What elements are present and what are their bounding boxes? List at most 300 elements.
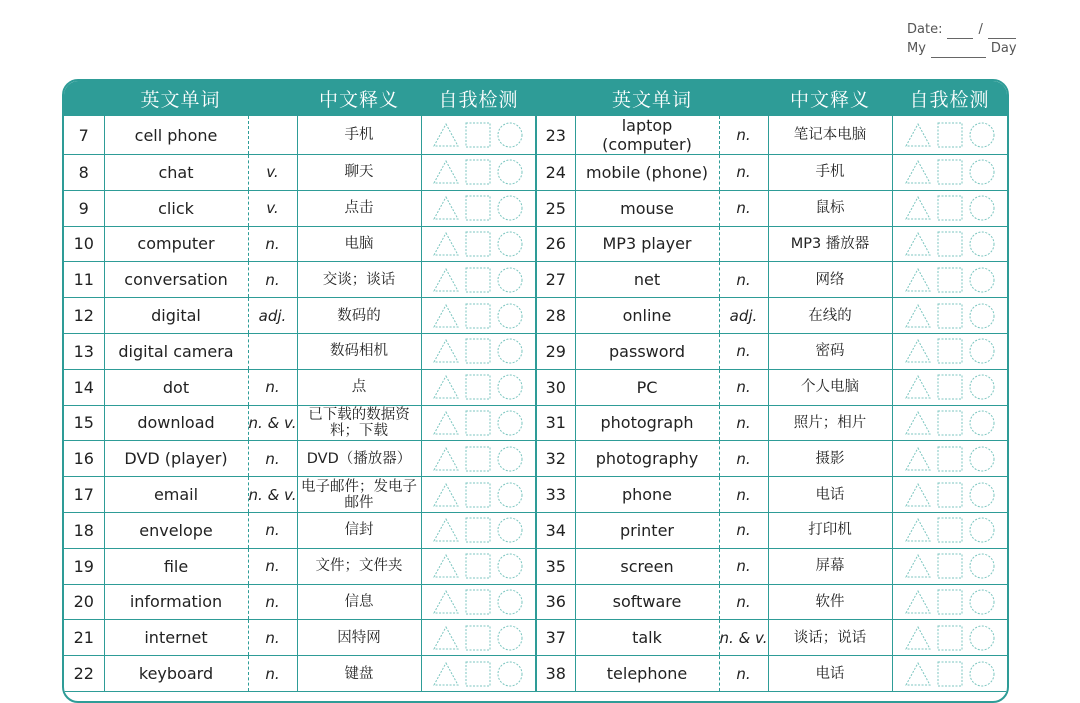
english-word: chat	[104, 155, 248, 191]
part-of-speech: n.	[248, 584, 297, 620]
english-word: password	[575, 333, 719, 369]
english-word: digital camera	[104, 333, 248, 369]
square-icon[interactable]	[464, 266, 492, 294]
triangle-icon[interactable]	[432, 588, 460, 616]
part-of-speech: v.	[248, 190, 297, 226]
self-check-shapes	[422, 549, 536, 584]
self-check-shapes	[893, 370, 1008, 405]
table-row	[64, 369, 1007, 405]
circle-icon[interactable]	[968, 588, 996, 616]
date-month-blank[interactable]	[947, 26, 973, 39]
circle-icon[interactable]	[968, 121, 996, 149]
self-check-cell	[421, 190, 536, 226]
circle-icon[interactable]	[496, 158, 524, 186]
circle-icon[interactable]	[496, 194, 524, 222]
part-of-speech: n.	[248, 512, 297, 548]
part-of-speech: n.	[719, 656, 768, 692]
item-number: 19	[64, 548, 104, 584]
self-check-shapes	[893, 262, 1008, 297]
item-number: 27	[536, 262, 575, 298]
triangle-icon[interactable]	[432, 121, 460, 149]
circle-icon[interactable]	[968, 624, 996, 652]
english-word: laptop (computer)	[575, 116, 719, 155]
triangle-icon[interactable]	[432, 337, 460, 365]
date-block	[907, 20, 1017, 58]
self-check-shapes	[422, 656, 536, 691]
square-icon[interactable]	[936, 230, 964, 258]
self-check-shapes	[893, 477, 1008, 512]
square-icon[interactable]	[464, 337, 492, 365]
header-english-left: 英文单词	[64, 81, 297, 116]
self-check-shapes	[422, 441, 536, 476]
part-of-speech: n.	[719, 262, 768, 298]
triangle-icon[interactable]	[432, 445, 460, 473]
chinese-meaning: MP3 播放器	[768, 226, 892, 262]
self-check-shapes	[893, 191, 1008, 226]
item-number: 22	[64, 656, 104, 692]
triangle-icon[interactable]	[432, 409, 460, 437]
square-icon[interactable]	[936, 624, 964, 652]
english-word: photograph	[575, 405, 719, 441]
english-word: file	[104, 548, 248, 584]
self-check-cell	[892, 190, 1007, 226]
self-check-cell	[421, 512, 536, 548]
table-row	[64, 190, 1007, 226]
self-check-shapes	[893, 227, 1008, 262]
item-number: 30	[536, 369, 575, 405]
square-icon[interactable]	[464, 552, 492, 580]
self-check-shapes	[893, 334, 1008, 369]
square-icon[interactable]	[464, 302, 492, 330]
english-word: envelope	[104, 512, 248, 548]
chinese-meaning: 电话	[768, 477, 892, 513]
self-check-cell	[892, 333, 1007, 369]
item-number: 21	[64, 620, 104, 656]
item-number: 14	[64, 369, 104, 405]
self-check-cell	[892, 548, 1007, 584]
circle-icon[interactable]	[968, 552, 996, 580]
part-of-speech: n.	[719, 512, 768, 548]
self-check-cell	[892, 369, 1007, 405]
square-icon[interactable]	[936, 445, 964, 473]
part-of-speech: n.	[248, 441, 297, 477]
item-number: 9	[64, 190, 104, 226]
circle-icon[interactable]	[968, 445, 996, 473]
triangle-icon[interactable]	[432, 552, 460, 580]
square-icon[interactable]	[464, 121, 492, 149]
self-check-cell	[421, 262, 536, 298]
part-of-speech: n.	[719, 548, 768, 584]
english-word: keyboard	[104, 656, 248, 692]
header-selfcheck-left: 自我检测	[421, 81, 536, 116]
triangle-icon[interactable]	[904, 266, 932, 294]
part-of-speech: n.	[248, 262, 297, 298]
square-icon[interactable]	[936, 373, 964, 401]
circle-icon[interactable]	[496, 230, 524, 258]
chinese-meaning: 密码	[768, 333, 892, 369]
circle-icon[interactable]	[968, 230, 996, 258]
self-check-shapes	[422, 298, 536, 333]
chinese-meaning: 数码相机	[297, 333, 421, 369]
chinese-meaning: 网络	[768, 262, 892, 298]
triangle-icon[interactable]	[432, 158, 460, 186]
english-word: software	[575, 584, 719, 620]
english-word: DVD (player)	[104, 441, 248, 477]
triangle-icon[interactable]	[432, 373, 460, 401]
square-icon[interactable]	[464, 158, 492, 186]
square-icon[interactable]	[936, 337, 964, 365]
table-row	[64, 656, 1007, 692]
self-check-shapes	[893, 585, 1008, 620]
part-of-speech: n.	[719, 116, 768, 155]
item-number: 8	[64, 155, 104, 191]
item-number: 7	[64, 116, 104, 155]
part-of-speech: adj.	[719, 298, 768, 334]
square-icon[interactable]	[936, 552, 964, 580]
table-row	[64, 262, 1007, 298]
english-word: MP3 player	[575, 226, 719, 262]
self-check-cell	[421, 155, 536, 191]
triangle-icon[interactable]	[904, 302, 932, 330]
triangle-icon[interactable]	[904, 552, 932, 580]
square-icon[interactable]	[936, 588, 964, 616]
english-word: download	[104, 405, 248, 441]
self-check-shapes	[893, 406, 1008, 441]
self-check-shapes	[893, 298, 1008, 333]
circle-icon[interactable]	[496, 588, 524, 616]
table-row	[64, 298, 1007, 334]
part-of-speech: n.	[719, 477, 768, 513]
circle-icon[interactable]	[496, 121, 524, 149]
square-icon[interactable]	[936, 516, 964, 544]
item-number: 26	[536, 226, 575, 262]
item-number: 10	[64, 226, 104, 262]
circle-icon[interactable]	[968, 266, 996, 294]
date-label: Date:	[907, 22, 943, 37]
part-of-speech	[719, 226, 768, 262]
english-word: dot	[104, 369, 248, 405]
item-number: 37	[536, 620, 575, 656]
circle-icon[interactable]	[496, 373, 524, 401]
header-selfcheck-right: 自我检测	[892, 81, 1007, 116]
part-of-speech: n.	[248, 620, 297, 656]
english-word: mouse	[575, 190, 719, 226]
chinese-meaning: 谈话；说话	[768, 620, 892, 656]
english-word: mobile (phone)	[575, 155, 719, 191]
table-row	[64, 512, 1007, 548]
english-word: PC	[575, 369, 719, 405]
chinese-meaning: 文件；文件夹	[297, 548, 421, 584]
item-number: 12	[64, 298, 104, 334]
part-of-speech: n.	[719, 584, 768, 620]
item-number: 24	[536, 155, 575, 191]
self-check-shapes	[422, 262, 536, 297]
triangle-icon[interactable]	[432, 266, 460, 294]
circle-icon[interactable]	[496, 481, 524, 509]
circle-icon[interactable]	[968, 337, 996, 365]
self-check-shapes	[422, 334, 536, 369]
date-line	[907, 20, 1017, 39]
square-icon[interactable]	[464, 194, 492, 222]
triangle-icon[interactable]	[904, 158, 932, 186]
self-check-cell	[892, 155, 1007, 191]
circle-icon[interactable]	[496, 266, 524, 294]
english-word: talk	[575, 620, 719, 656]
part-of-speech: n.	[719, 441, 768, 477]
circle-icon[interactable]	[968, 516, 996, 544]
chinese-meaning: 软件	[768, 584, 892, 620]
self-check-shapes	[422, 513, 536, 548]
triangle-icon[interactable]	[432, 230, 460, 258]
self-check-shapes	[893, 513, 1008, 548]
date-day-blank[interactable]	[988, 26, 1016, 39]
circle-icon[interactable]	[968, 373, 996, 401]
triangle-icon[interactable]	[904, 624, 932, 652]
square-icon[interactable]	[936, 660, 964, 688]
self-check-shapes	[893, 620, 1008, 655]
item-number: 25	[536, 190, 575, 226]
self-check-shapes	[422, 620, 536, 655]
triangle-icon[interactable]	[904, 445, 932, 473]
chinese-meaning: 键盘	[297, 656, 421, 692]
item-number: 31	[536, 405, 575, 441]
table-row	[64, 155, 1007, 191]
chinese-meaning: 在线的	[768, 298, 892, 334]
item-number: 20	[64, 584, 104, 620]
triangle-icon[interactable]	[904, 409, 932, 437]
self-check-shapes	[893, 441, 1008, 476]
circle-icon[interactable]	[968, 302, 996, 330]
table-row	[64, 405, 1007, 441]
triangle-icon[interactable]	[904, 588, 932, 616]
header-chinese-right: 中文释义	[768, 81, 892, 116]
chinese-meaning: 个人电脑	[768, 369, 892, 405]
item-number: 34	[536, 512, 575, 548]
square-icon[interactable]	[936, 121, 964, 149]
table-row	[64, 333, 1007, 369]
header-english-right: 英文单词	[536, 81, 768, 116]
chinese-meaning: 手机	[297, 116, 421, 155]
self-check-shapes	[893, 155, 1008, 190]
table-row	[64, 441, 1007, 477]
self-check-cell	[892, 512, 1007, 548]
vocabulary-panel	[62, 79, 1009, 703]
triangle-icon[interactable]	[904, 660, 932, 688]
part-of-speech: n. & v.	[248, 477, 297, 513]
circle-icon[interactable]	[968, 660, 996, 688]
triangle-icon[interactable]	[904, 121, 932, 149]
chinese-meaning: 聊天	[297, 155, 421, 191]
part-of-speech: n.	[719, 405, 768, 441]
self-check-cell	[892, 226, 1007, 262]
chinese-meaning: 交谈；谈话	[297, 262, 421, 298]
square-icon[interactable]	[936, 158, 964, 186]
chinese-meaning: 点	[297, 369, 421, 405]
chinese-meaning: 摄影	[768, 441, 892, 477]
self-check-cell	[421, 333, 536, 369]
item-number: 35	[536, 548, 575, 584]
item-number: 38	[536, 656, 575, 692]
self-check-cell	[421, 548, 536, 584]
circle-icon[interactable]	[496, 409, 524, 437]
chinese-meaning: 手机	[768, 155, 892, 191]
table-row	[64, 548, 1007, 584]
circle-icon[interactable]	[968, 158, 996, 186]
part-of-speech: n.	[719, 155, 768, 191]
circle-icon[interactable]	[496, 516, 524, 544]
chinese-meaning: 电脑	[297, 226, 421, 262]
english-word: screen	[575, 548, 719, 584]
item-number: 13	[64, 333, 104, 369]
english-word: phone	[575, 477, 719, 513]
self-check-cell	[892, 620, 1007, 656]
square-icon[interactable]	[464, 588, 492, 616]
chinese-meaning: 已下载的数据资料；下载	[297, 405, 421, 441]
english-word: information	[104, 584, 248, 620]
part-of-speech: n.	[248, 548, 297, 584]
self-check-cell	[892, 584, 1007, 620]
triangle-icon[interactable]	[904, 481, 932, 509]
chinese-meaning: DVD（播放器）	[297, 441, 421, 477]
self-check-cell	[421, 656, 536, 692]
square-icon[interactable]	[936, 266, 964, 294]
chinese-meaning: 打印机	[768, 512, 892, 548]
item-number: 29	[536, 333, 575, 369]
part-of-speech: n.	[719, 333, 768, 369]
triangle-icon[interactable]	[904, 373, 932, 401]
english-word: computer	[104, 226, 248, 262]
item-number: 32	[536, 441, 575, 477]
square-icon[interactable]	[464, 624, 492, 652]
part-of-speech: n.	[248, 226, 297, 262]
self-check-shapes	[422, 191, 536, 226]
square-icon[interactable]	[936, 481, 964, 509]
part-of-speech	[248, 333, 297, 369]
triangle-icon[interactable]	[904, 194, 932, 222]
item-number: 11	[64, 262, 104, 298]
circle-icon[interactable]	[968, 481, 996, 509]
circle-icon[interactable]	[496, 302, 524, 330]
item-number: 17	[64, 477, 104, 513]
english-word: email	[104, 477, 248, 513]
triangle-icon[interactable]	[904, 337, 932, 365]
english-word: digital	[104, 298, 248, 334]
self-check-shapes	[422, 116, 536, 154]
chinese-meaning: 因特网	[297, 620, 421, 656]
chinese-meaning: 笔记本电脑	[768, 116, 892, 155]
triangle-icon[interactable]	[904, 230, 932, 258]
self-check-shapes	[893, 656, 1008, 691]
circle-icon[interactable]	[496, 337, 524, 365]
my-day-line	[907, 39, 1017, 58]
part-of-speech: n. & v.	[719, 620, 768, 656]
self-check-cell	[892, 656, 1007, 692]
english-word: internet	[104, 620, 248, 656]
self-check-shapes	[893, 116, 1008, 154]
self-check-shapes	[893, 549, 1008, 584]
chinese-meaning: 鼠标	[768, 190, 892, 226]
triangle-icon[interactable]	[432, 481, 460, 509]
english-word: printer	[575, 512, 719, 548]
square-icon[interactable]	[464, 409, 492, 437]
table-row	[64, 620, 1007, 656]
square-icon[interactable]	[464, 230, 492, 258]
circle-icon[interactable]	[968, 194, 996, 222]
self-check-shapes	[422, 585, 536, 620]
self-check-cell	[892, 405, 1007, 441]
item-number: 15	[64, 405, 104, 441]
table-body	[64, 116, 1007, 692]
table-row	[64, 584, 1007, 620]
self-check-shapes	[422, 370, 536, 405]
english-word: online	[575, 298, 719, 334]
self-check-cell	[421, 477, 536, 513]
square-icon[interactable]	[464, 445, 492, 473]
self-check-cell	[421, 369, 536, 405]
item-number: 18	[64, 512, 104, 548]
self-check-cell	[892, 477, 1007, 513]
english-word: telephone	[575, 656, 719, 692]
part-of-speech: v.	[248, 155, 297, 191]
item-number: 16	[64, 441, 104, 477]
part-of-speech: n.	[248, 656, 297, 692]
chinese-meaning: 屏幕	[768, 548, 892, 584]
circle-icon[interactable]	[496, 552, 524, 580]
self-check-shapes	[422, 406, 536, 441]
square-icon[interactable]	[936, 409, 964, 437]
chinese-meaning: 照片；相片	[768, 405, 892, 441]
triangle-icon[interactable]	[904, 516, 932, 544]
day-count-blank[interactable]	[931, 45, 986, 58]
self-check-cell	[421, 116, 536, 155]
triangle-icon[interactable]	[432, 194, 460, 222]
self-check-shapes	[422, 155, 536, 190]
triangle-icon[interactable]	[432, 660, 460, 688]
chinese-meaning: 电子邮件；发电子邮件	[297, 477, 421, 513]
part-of-speech: n. & v.	[248, 405, 297, 441]
square-icon[interactable]	[464, 660, 492, 688]
square-icon[interactable]	[936, 194, 964, 222]
circle-icon[interactable]	[496, 624, 524, 652]
table-header	[64, 81, 1007, 116]
self-check-shapes	[422, 227, 536, 262]
chinese-meaning: 点击	[297, 190, 421, 226]
triangle-icon[interactable]	[432, 516, 460, 544]
chinese-meaning: 数码的	[297, 298, 421, 334]
square-icon[interactable]	[936, 302, 964, 330]
square-icon[interactable]	[464, 373, 492, 401]
self-check-cell	[892, 441, 1007, 477]
circle-icon[interactable]	[968, 409, 996, 437]
part-of-speech: n.	[719, 369, 768, 405]
triangle-icon[interactable]	[432, 302, 460, 330]
circle-icon[interactable]	[496, 445, 524, 473]
day-label: Day	[990, 41, 1017, 56]
english-word: click	[104, 190, 248, 226]
square-icon[interactable]	[464, 516, 492, 544]
english-word: cell phone	[104, 116, 248, 155]
self-check-cell	[421, 441, 536, 477]
self-check-shapes	[422, 477, 536, 512]
self-check-cell	[421, 226, 536, 262]
self-check-cell	[892, 116, 1007, 155]
triangle-icon[interactable]	[432, 624, 460, 652]
circle-icon[interactable]	[496, 660, 524, 688]
item-number: 28	[536, 298, 575, 334]
square-icon[interactable]	[464, 481, 492, 509]
table-row	[64, 226, 1007, 262]
vocabulary-table	[64, 81, 1007, 692]
